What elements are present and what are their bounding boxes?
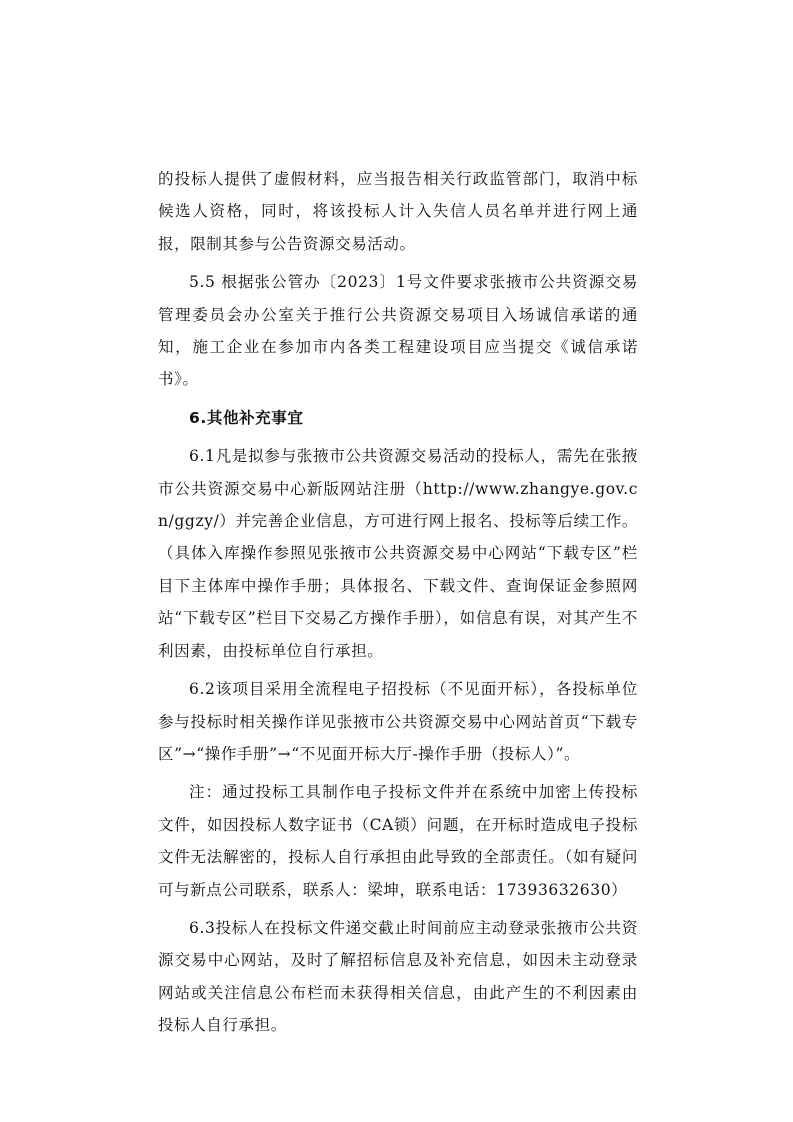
paragraph-5-5: 5.5 根据张公管办〔2023〕1号文件要求张掖市公共资源交易管理委员会办公室关于推行公共资源交易项目入场诚信承诺的通知，施工企业在参加市内各类工程建设项目应当提交《诚信承诺书》。 [158,273,638,389]
paragraph-6-3: 6.3投标人在投标文件递交截止时间前应主动登录张掖市公共资源交易中心网站，及时了解招标信息及补充信息，如因未主动登录网站或关注信息公布栏而未获得相关信息，由此产生的不利因素由投标人自行承担。 [158,918,638,1035]
paragraph-6-1: 6.1凡是拟参与张掖市公共资源交易活动的投标人，需先在张掖市公共资源交易中心新版网站注册（http://www.zhangye.gov.cn/ggzy/）并完善企业信息，方可进行网上报名、投标等后续工作。（具体入库操作参照见张掖市公共资源交易中心网站“下载专区”栏目下主体库中操作手册；具体报名、下载文件、查询保证金参照网站“下载专区”栏目下交易乙方操作手册），如信息有误，对其产生不利因素，由投标单位自行承担。 [158,447,638,660]
document-body [158,163,638,1048]
section-heading-6: 6.其他补充事宜 [189,408,304,427]
paragraph-note: 注：通过投标工具制作电子投标文件并在系统中加密上传投标文件，如因投标人数字证书（CA锁）问题，在开标时造成电子投标文件无法解密的，投标人自行承担由此导致的全部责任。（如有疑问可与新点公司联系，联系人：梁坤，联系电话：17393632630） [158,783,638,899]
paragraph-6-2: 6.2该项目采用全流程电子招投标（不见面开标），各投标单位参与投标时相关操作详见张掖市公共资源交易中心网站首页“下载专区”→“操作手册”→“不见面开标大厅-操作手册（投标人）”。 [158,680,638,763]
paragraph-false-material: 的投标人提供了虚假材料，应当报告相关行政监管部门，取消中标候选人资格，同时，将该投标人计入失信人员名单并进行网上通报，限制其参与公告资源交易活动。 [158,170,638,253]
